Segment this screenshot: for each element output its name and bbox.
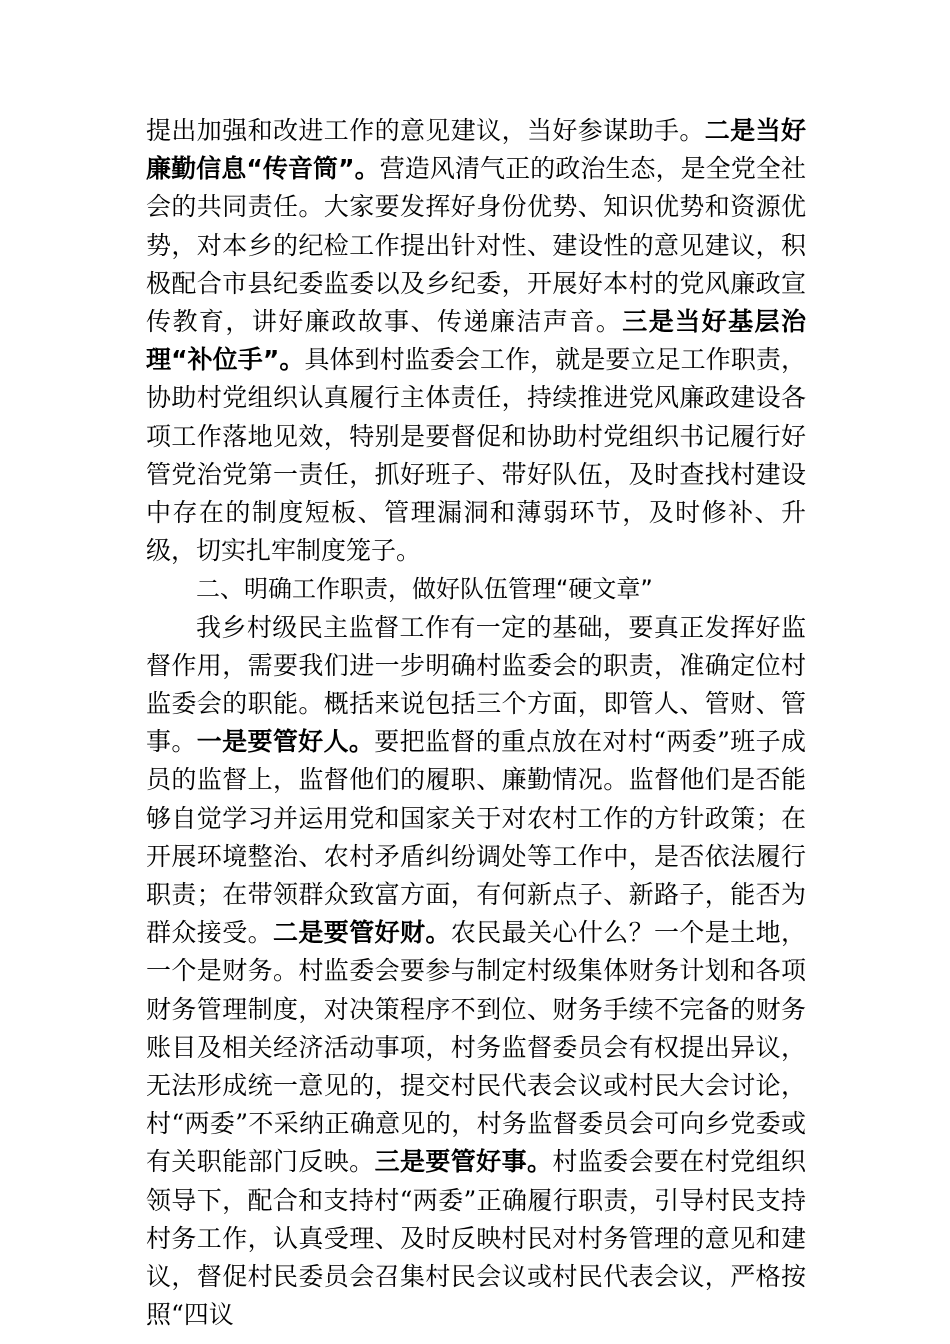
section-heading: 二、明确工作职责，做好队伍管理“硬文章” (196, 575, 653, 604)
bold-point-one: 一是要管好人。 (196, 727, 375, 757)
paragraph-text: 要把监督的重点放在对村“两委”班子成员的监督上，监督他们的履职、廉勤情况。监督他们是否能够自觉学习并运用党和国家关于对农村工作的方针政策；在开展环境整治、农村矛盾纠纷调处等工作中，是否依法履行职责；在带领群众致富方面，有何新点子、新路子，能否为群众接受。 (146, 727, 806, 948)
bold-point-two: 二是当好廉勤信息“传音筒”。 (146, 116, 806, 184)
paragraph-text: 营造风清气正的政治生态，是全党全社会的共同责任。大家要发挥好身份优势、知识优势和资源优势，对本乡的纪检工作提出针对性、建设性的意见建议，积极配合市县纪委监委以及乡纪委，开展好本村的党风廉政宣传教育，讲好廉政故事、传递廉洁声音。 (146, 154, 806, 337)
bold-point-three: 三是当好基层治理“补位手”。 (146, 307, 806, 375)
document-page (146, 112, 806, 1335)
bold-point-two: 二是要管好财。 (273, 918, 451, 948)
paragraph-text: 我乡村级民主监督工作有一定的基础，要真正发挥好监督作用，需要我们进一步明确村监委会的职责，准确定位村监委会的职能。概括来说包括三个方面，即管人、管财、管事。 (146, 612, 806, 757)
paragraph-text: 农民最关心什么？一个是土地，一个是财务。村监委会要参与制定村级集体财务计划和各项财务管理制度，对决策程序不到位、财务手续不完备的财务账目及相关经济活动事项，村务监督委员会有权提出异议，无法形成统一意见的，提交村民代表会议或村民大会讨论，村“两委”不采纳正确意见的，村务监督委员会可向乡党委或有关职能部门反映。 (146, 918, 806, 1177)
bold-point-three: 三是要管好事。 (374, 1147, 553, 1177)
paragraph-continuation (146, 112, 806, 570)
paragraph-duties (146, 609, 806, 1335)
paragraph-text: 提出加强和改进工作的意见建议，当好参谋助手。 (146, 116, 705, 145)
paragraph-text: 具体到村监委会工作，就是要立足工作职责，协助村党组织认真履行主体责任，持续推进党风廉政建设各项工作落地见效，特别是要督促和协助村党组织书记履行好管党治党第一责任，抓好班子、带好队伍，及时查找村建设中存在的制度短板、管理漏洞和薄弱环节，及时修补、升级，切实扎牢制度笼子。 (146, 345, 806, 566)
paragraph-text: 村监委会要在村党组织领导下，配合和支持村“两委”正确履行职责，引导村民支持村务工作，认真受理、及时反映村民对村务管理的意见和建议，督促村民委员会召集村民会议或村民代表会议，严格按照“四议 (146, 1147, 806, 1330)
